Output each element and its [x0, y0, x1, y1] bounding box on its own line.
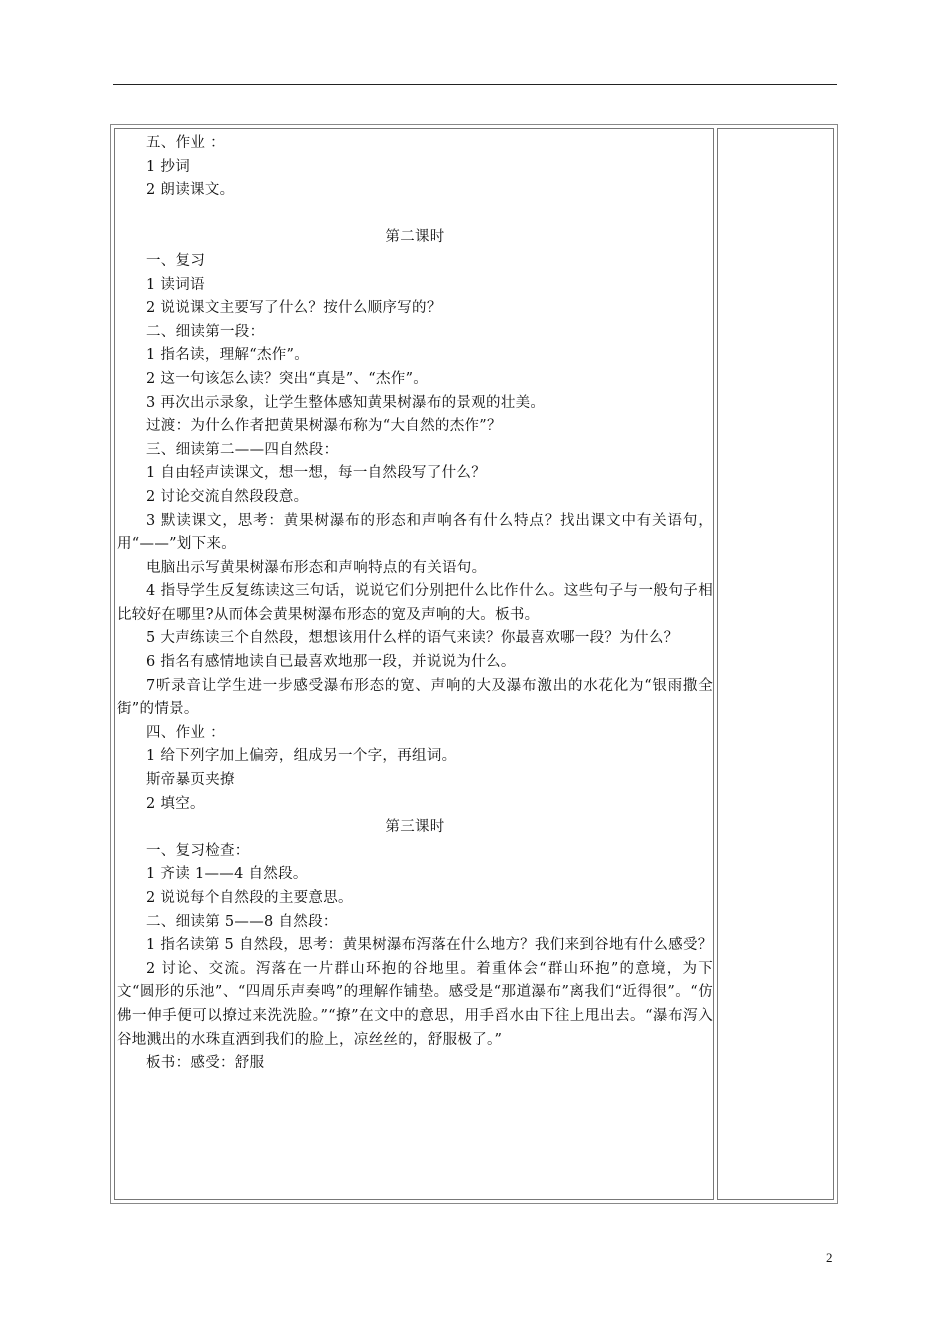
step-item: 3 再次出示录象，让学生整体感知黄果树瀑布的景观的壮美。	[146, 394, 546, 411]
step-item: 2 说说课文主要写了什么？按什么顺序写的？	[146, 300, 442, 317]
section-heading: 二、细读第 5——8 自然段：	[146, 913, 338, 930]
character-list: 斯帝暴页夹撩	[146, 772, 235, 789]
section-heading: 三、细读第二——四自然段：	[146, 441, 339, 458]
step-note: 电脑出示写黄果树瀑布形态和声响特点的有关语句。	[146, 559, 487, 576]
step-item: 2 讨论、交流。泻落在一片群山环抱的谷地里。着重体会“群山环抱”的意境，为下文“圆形的乐池”、“四周乐声奏鸣”的理解作铺垫。感受是“那道瀑布”离我们“近得很”。“仿佛一伸手便可以撩过来洗洗脸。”“撩”在文中的意思，用手舀水由下往上甩出去。“瀑布泻入谷地溅出的水珠直洒到我们的脸上，凉丝丝的，舒服极了。”	[117, 960, 713, 1048]
lesson-plan-table	[110, 124, 838, 1204]
homework-heading: 五、作业 ：	[146, 135, 225, 151]
teaching-content-cell	[114, 128, 714, 1200]
step-item: 2 说说每个自然段的主要意思。	[146, 890, 353, 906]
section-heading: 二、细读第一段：	[146, 323, 265, 340]
step-item: 1 指名读第 5 自然段，思考：黄果树瀑布泻落在什么地方？我们来到谷地有什么感受？	[146, 937, 713, 954]
step-item: 1 给下列字加上偏旁，组成另一个字，再组词。	[146, 748, 457, 765]
step-item: 7听录音让学生进一步感受瀑布形态的宽、声响的大及瀑布激出的水花化为“银雨撒全街”的情景。	[117, 677, 713, 718]
notes-cell	[717, 128, 834, 1200]
step-item: 6 指名有感情地读自已最喜欢地那一段，并说说为什么。	[146, 654, 516, 671]
homework-item: 2 朗读课文。	[146, 182, 235, 199]
board-note: 板书：感受：舒服	[146, 1055, 265, 1072]
homework-item: 1 抄词	[146, 158, 191, 175]
step-item: 4 指导学生反复练读这三句话，说说它们分别把什么比作什么。这些句子与一般句子相比较好在哪里?从而体会黄果树瀑布形态的宽及声响的大。板书。	[117, 583, 713, 623]
step-item: 2 讨论交流自然段段意。	[146, 488, 309, 505]
section-heading: 一、复习检查：	[146, 842, 250, 859]
step-item: 3 默读课文，思考：黄果树瀑布的形态和声响各有什么特点？找出课文中有关语句，用“——”划下来。	[117, 512, 713, 553]
step-item: 1 指名读，理解“杰作”。	[146, 347, 310, 364]
lesson-title: 第二课时	[385, 229, 445, 246]
header-rule	[113, 84, 837, 85]
step-item: 1 读词语	[146, 276, 205, 293]
step-item: 2 填空。	[146, 795, 205, 812]
section-heading: 一、复习	[146, 252, 206, 269]
step-item: 1 自由轻声读课文，想一想，每一自然段写了什么？	[146, 465, 487, 482]
lesson-title: 第三课时	[385, 819, 445, 836]
section-heading: 四、作业 ：	[146, 724, 225, 741]
transition-text: 过渡：为什么作者把黄果树瀑布称为“大自然的杰作”？	[146, 418, 502, 435]
step-item: 5 大声练读三个自然段，想想该用什么样的语气来读？你最喜欢哪一段？为什么？	[146, 630, 679, 647]
step-item: 2 这一句该怎么读？突出“真是”、“杰作”。	[146, 370, 429, 387]
blank-line	[117, 203, 713, 227]
step-item: 1 齐读 1——4 自然段。	[146, 866, 308, 883]
page-number: 2	[826, 1250, 833, 1265]
teaching-content	[117, 132, 713, 1076]
